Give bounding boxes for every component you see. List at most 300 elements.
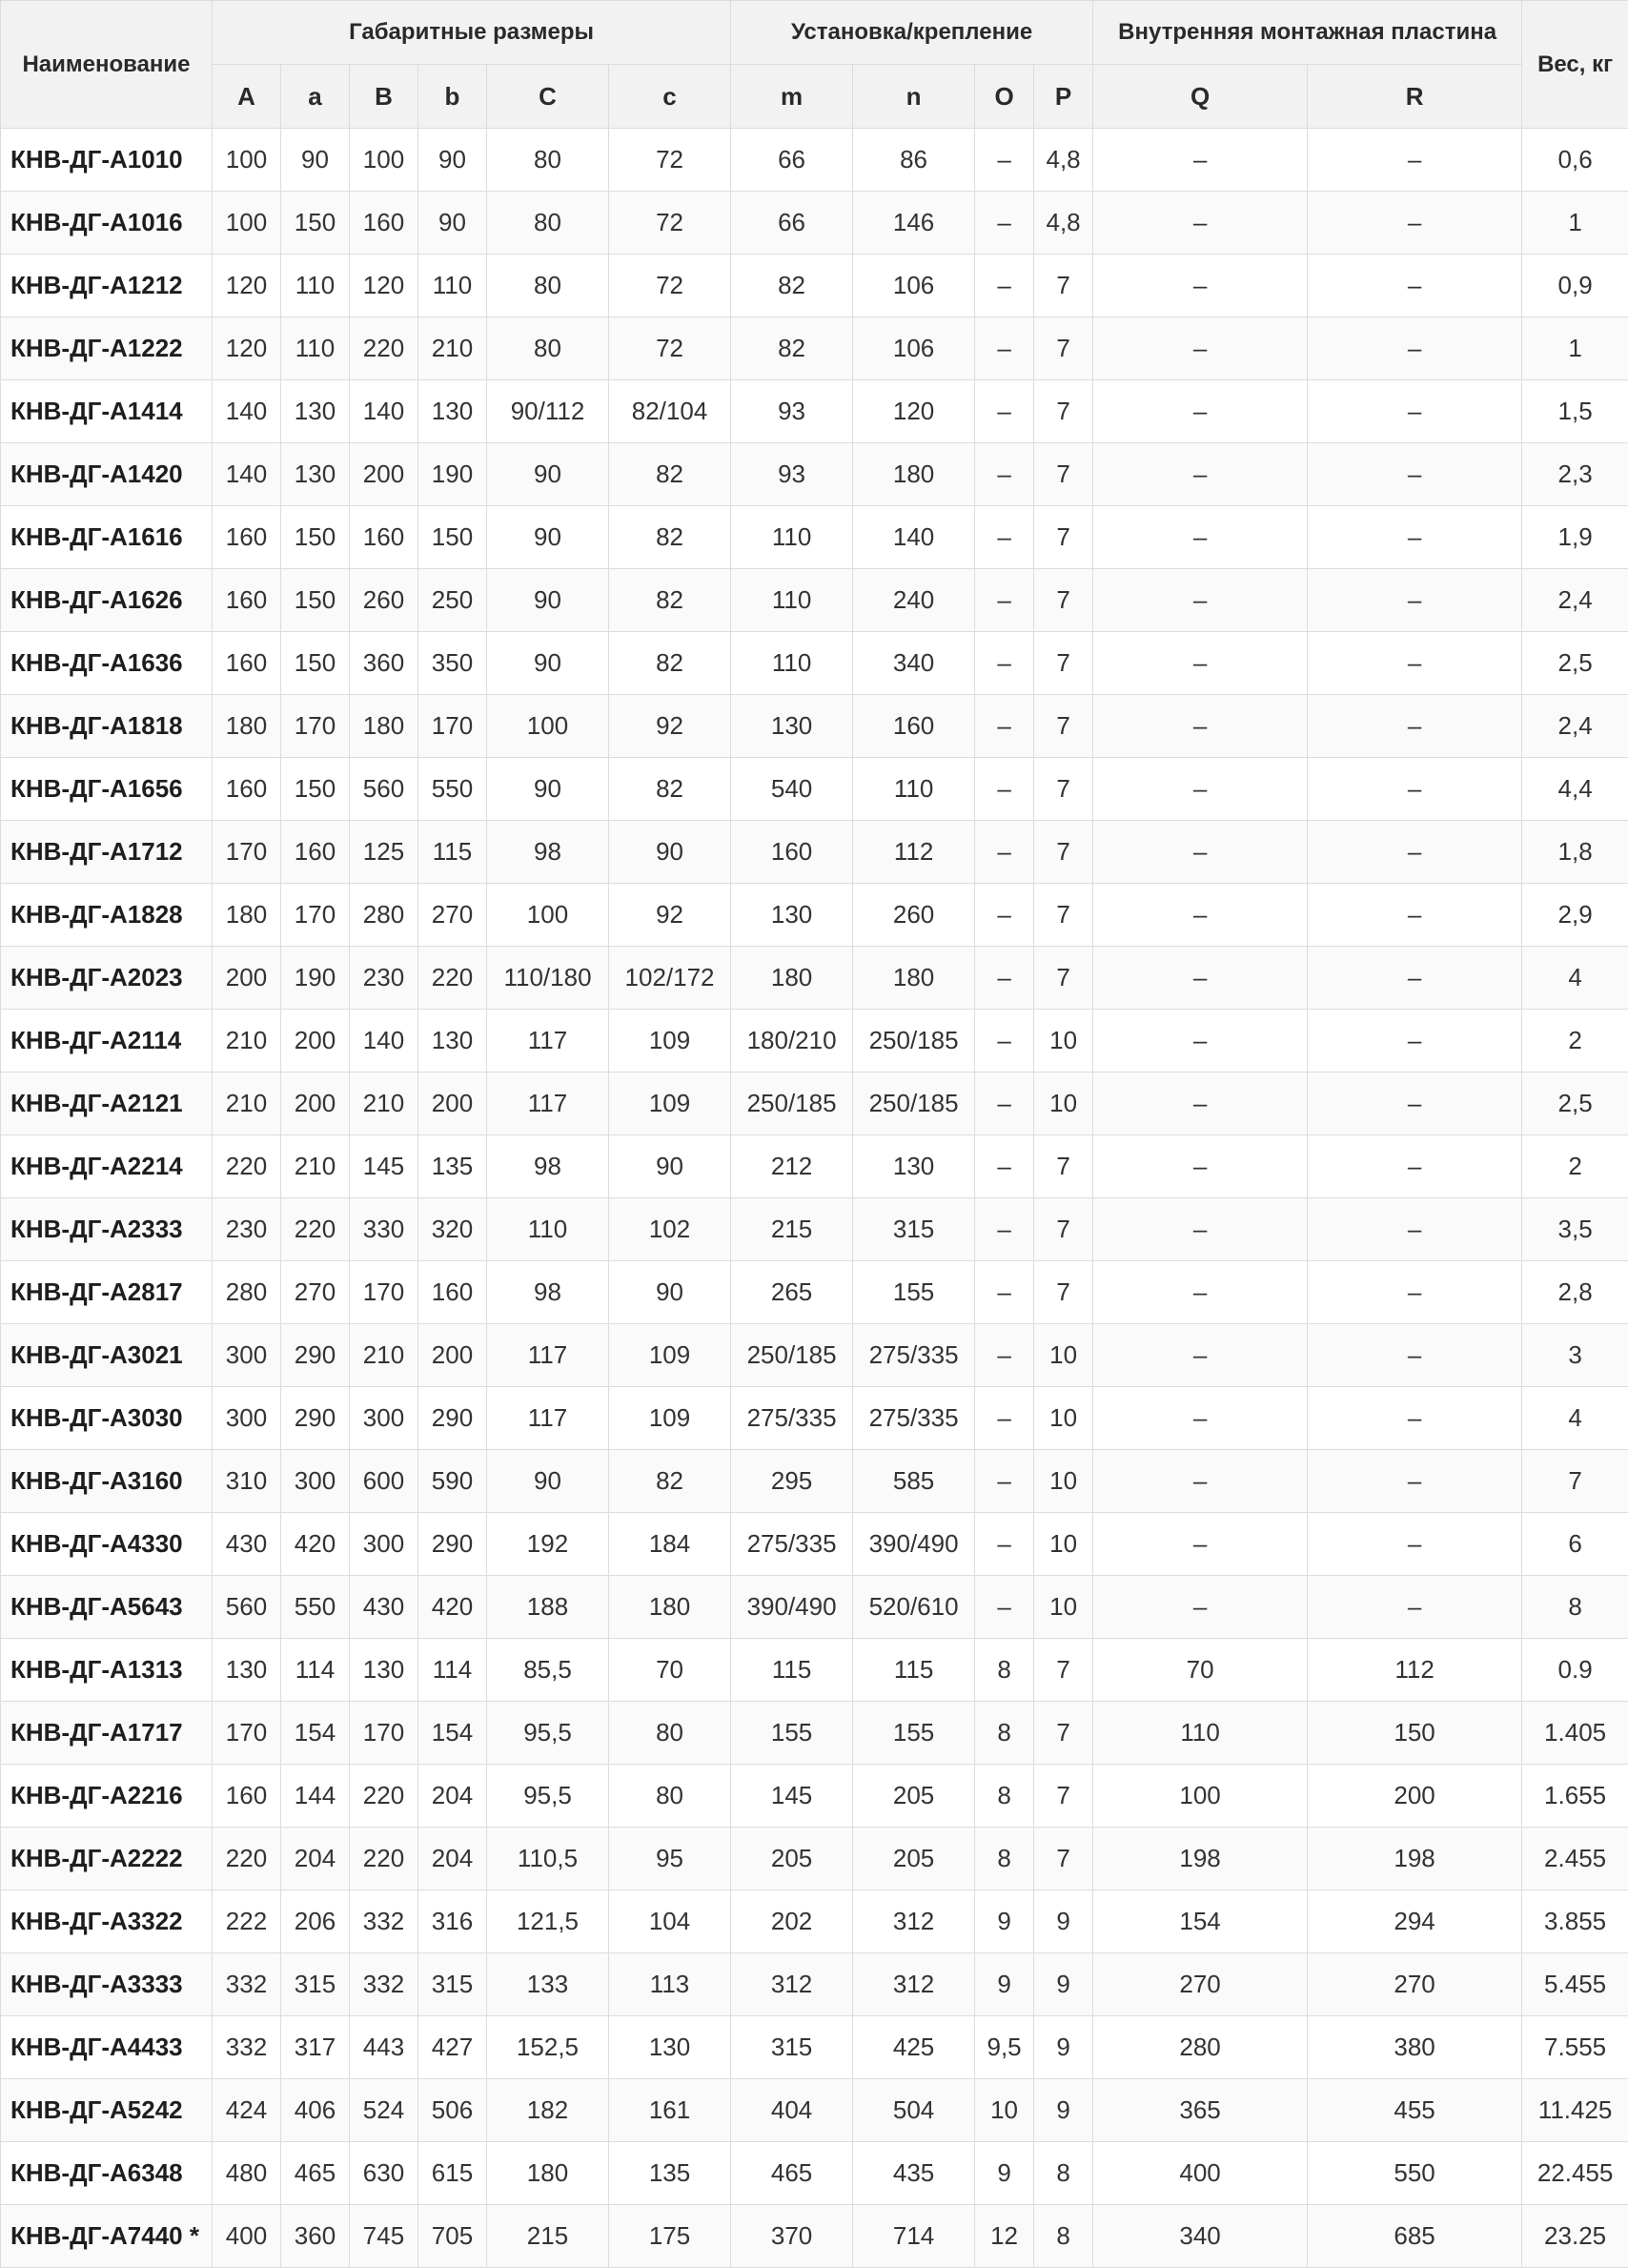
table-cell: – <box>1093 1010 1308 1073</box>
table-cell: – <box>1093 443 1308 506</box>
table-cell: 280 <box>213 1261 281 1324</box>
table-cell: 82 <box>609 506 731 569</box>
table-cell: 2,8 <box>1522 1261 1628 1324</box>
table-cell: 9 <box>975 1890 1034 1953</box>
product-name-cell: КНВ-ДГ-А5242 <box>1 2079 213 2142</box>
table-cell: 7.555 <box>1522 2016 1628 2079</box>
table-cell: 480 <box>213 2142 281 2205</box>
table-cell: 160 <box>350 192 418 255</box>
table-cell: 170 <box>213 821 281 884</box>
table-cell: 270 <box>1093 1953 1308 2016</box>
table-cell: 180 <box>350 695 418 758</box>
table-cell: 9 <box>1034 2079 1093 2142</box>
table-cell: 23.25 <box>1522 2205 1628 2268</box>
table-cell: 506 <box>418 2079 487 2142</box>
table-cell: 120 <box>853 380 975 443</box>
table-cell: 130 <box>418 1010 487 1073</box>
table-cell: 600 <box>350 1450 418 1513</box>
table-cell: 745 <box>350 2205 418 2268</box>
table-cell: 144 <box>281 1765 350 1828</box>
table-cell: 130 <box>853 1135 975 1198</box>
table-cell: 72 <box>609 255 731 317</box>
table-cell: – <box>1093 192 1308 255</box>
table-cell: 155 <box>731 1702 853 1765</box>
table-cell: 310 <box>213 1450 281 1513</box>
table-cell: 109 <box>609 1324 731 1387</box>
table-cell: 110 <box>281 317 350 380</box>
table-cell: 98 <box>487 1135 609 1198</box>
column-header: C <box>487 65 609 129</box>
table-cell: 150 <box>1308 1702 1522 1765</box>
table-cell: 150 <box>281 192 350 255</box>
table-cell: 400 <box>1093 2142 1308 2205</box>
table-cell: 270 <box>418 884 487 947</box>
table-cell: 198 <box>1093 1828 1308 1890</box>
table-cell: 150 <box>281 506 350 569</box>
table-cell: 180/210 <box>731 1010 853 1073</box>
table-cell: – <box>975 380 1034 443</box>
table-cell: 140 <box>350 380 418 443</box>
table-cell: 2,4 <box>1522 695 1628 758</box>
table-cell: 182 <box>487 2079 609 2142</box>
column-header: c <box>609 65 731 129</box>
table-cell: 270 <box>281 1261 350 1324</box>
table-cell: 82 <box>609 1450 731 1513</box>
table-cell: 133 <box>487 1953 609 2016</box>
table-cell: 332 <box>213 2016 281 2079</box>
table-cell: – <box>975 1576 1034 1639</box>
table-cell: 82 <box>609 632 731 695</box>
table-cell: 212 <box>731 1135 853 1198</box>
product-name-cell: КНВ-ДГ-А2817 <box>1 1261 213 1324</box>
table-cell: 210 <box>281 1135 350 1198</box>
table-cell: 80 <box>609 1702 731 1765</box>
table-cell: 100 <box>350 129 418 192</box>
table-cell: 120 <box>350 255 418 317</box>
table-cell: – <box>975 1073 1034 1135</box>
table-cell: 2,5 <box>1522 632 1628 695</box>
table-cell: – <box>975 947 1034 1010</box>
table-cell: 265 <box>731 1261 853 1324</box>
table-cell: 10 <box>1034 1073 1093 1135</box>
table-cell: 10 <box>1034 1576 1093 1639</box>
table-cell: 316 <box>418 1890 487 1953</box>
table-cell: 160 <box>853 695 975 758</box>
table-cell: 240 <box>853 569 975 632</box>
product-name-cell: КНВ-ДГ-А1616 <box>1 506 213 569</box>
product-name-cell: КНВ-ДГ-А1414 <box>1 380 213 443</box>
table-cell: 8 <box>1034 2142 1093 2205</box>
table-cell: 3.855 <box>1522 1890 1628 1953</box>
table-cell: 0,6 <box>1522 129 1628 192</box>
table-cell: 2,3 <box>1522 443 1628 506</box>
table-cell: 70 <box>609 1639 731 1702</box>
table-cell: 80 <box>487 317 609 380</box>
table-cell: 117 <box>487 1387 609 1450</box>
table-cell: 90 <box>418 192 487 255</box>
product-name-cell: КНВ-ДГ-А2023 <box>1 947 213 1010</box>
table-cell: 160 <box>213 1765 281 1828</box>
table-cell: 315 <box>853 1198 975 1261</box>
table-cell: 435 <box>853 2142 975 2205</box>
table-cell: 120 <box>213 317 281 380</box>
table-cell: – <box>1093 506 1308 569</box>
table-cell: 420 <box>281 1513 350 1576</box>
table-cell: 7 <box>1034 947 1093 1010</box>
table-cell: 685 <box>1308 2205 1522 2268</box>
table-cell: 110 <box>731 506 853 569</box>
table-cell: 275/335 <box>853 1387 975 1450</box>
table-cell: 8 <box>975 1828 1034 1890</box>
table-cell: 145 <box>350 1135 418 1198</box>
table-cell: – <box>1093 569 1308 632</box>
table-cell: 102 <box>609 1198 731 1261</box>
column-header: a <box>281 65 350 129</box>
product-name-cell: КНВ-ДГ-А2214 <box>1 1135 213 1198</box>
table-cell: 95,5 <box>487 1765 609 1828</box>
table-cell: – <box>1308 632 1522 695</box>
table-cell: 200 <box>281 1010 350 1073</box>
table-cell: 215 <box>731 1198 853 1261</box>
table-row <box>1 1828 1628 1890</box>
table-cell: 9,5 <box>975 2016 1034 2079</box>
table-row <box>1 443 1628 506</box>
table-cell: 360 <box>281 2205 350 2268</box>
table-cell: 200 <box>281 1073 350 1135</box>
table-cell: 102/172 <box>609 947 731 1010</box>
table-cell: 204 <box>418 1765 487 1828</box>
table-cell: 110 <box>281 255 350 317</box>
table-cell: – <box>1093 695 1308 758</box>
table-cell: 365 <box>1093 2079 1308 2142</box>
table-cell: 430 <box>350 1576 418 1639</box>
table-cell: 95,5 <box>487 1702 609 1765</box>
table-cell: 300 <box>213 1387 281 1450</box>
header-dimensions: Габаритные размеры <box>213 1 731 65</box>
table-cell: 90 <box>281 129 350 192</box>
table-cell: 300 <box>213 1324 281 1387</box>
table-cell: 404 <box>731 2079 853 2142</box>
table-cell: 152,5 <box>487 2016 609 2079</box>
table-cell: 524 <box>350 2079 418 2142</box>
table-row <box>1 758 1628 821</box>
table-cell: – <box>975 1261 1034 1324</box>
table-cell: 98 <box>487 1261 609 1324</box>
table-cell: 160 <box>418 1261 487 1324</box>
table-cell: 8 <box>975 1639 1034 1702</box>
header-name: Наименование <box>1 1 213 129</box>
table-cell: 443 <box>350 2016 418 2079</box>
table-cell: – <box>975 1198 1034 1261</box>
product-name-cell: КНВ-ДГ-А4433 <box>1 2016 213 2079</box>
table-cell: 154 <box>1093 1890 1308 1953</box>
table-row <box>1 569 1628 632</box>
table-cell: 220 <box>213 1828 281 1890</box>
table-cell: 2,5 <box>1522 1073 1628 1135</box>
table-cell: 7 <box>1034 569 1093 632</box>
table-cell: 360 <box>350 632 418 695</box>
table-cell: 370 <box>731 2205 853 2268</box>
table-cell: 90 <box>487 569 609 632</box>
table-cell: 7 <box>1034 443 1093 506</box>
table-cell: 340 <box>1093 2205 1308 2268</box>
table-cell: – <box>1308 1576 1522 1639</box>
table-row <box>1 1450 1628 1513</box>
table-cell: – <box>975 192 1034 255</box>
table-cell: 170 <box>213 1702 281 1765</box>
table-cell: 180 <box>487 2142 609 2205</box>
table-cell: 220 <box>350 1828 418 1890</box>
table-cell: 465 <box>281 2142 350 2205</box>
table-cell: 3 <box>1522 1324 1628 1387</box>
table-cell: 90/112 <box>487 380 609 443</box>
table-cell: 130 <box>281 443 350 506</box>
table-cell: – <box>1308 758 1522 821</box>
table-cell: 115 <box>731 1639 853 1702</box>
table-cell: 110,5 <box>487 1828 609 1890</box>
table-cell: – <box>975 821 1034 884</box>
table-cell: 220 <box>213 1135 281 1198</box>
table-cell: 250 <box>418 569 487 632</box>
table-cell: – <box>975 1010 1034 1073</box>
table-cell: 7 <box>1034 1828 1093 1890</box>
table-row <box>1 1387 1628 1450</box>
product-name-cell: КНВ-ДГ-А2121 <box>1 1073 213 1135</box>
product-name-cell: КНВ-ДГ-А2333 <box>1 1198 213 1261</box>
table-cell: 145 <box>731 1765 853 1828</box>
table-cell: – <box>975 1324 1034 1387</box>
table-cell: 160 <box>281 821 350 884</box>
table-cell: – <box>1308 1513 1522 1576</box>
table-cell: 10 <box>1034 1450 1093 1513</box>
table-cell: – <box>1308 255 1522 317</box>
table-cell: – <box>975 569 1034 632</box>
table-cell: – <box>1093 947 1308 1010</box>
table-cell: 8 <box>1034 2205 1093 2268</box>
table-cell: 90 <box>609 1261 731 1324</box>
table-cell: 130 <box>731 695 853 758</box>
table-row <box>1 2079 1628 2142</box>
table-cell: 125 <box>350 821 418 884</box>
table-cell: – <box>1308 317 1522 380</box>
table-cell: – <box>975 1513 1034 1576</box>
table-cell: 160 <box>350 506 418 569</box>
table-cell: 425 <box>853 2016 975 2079</box>
table-cell: 130 <box>609 2016 731 2079</box>
table-cell: 100 <box>213 129 281 192</box>
table-cell: – <box>1093 1073 1308 1135</box>
product-name-cell: КНВ-ДГ-А5643 <box>1 1576 213 1639</box>
table-cell: 504 <box>853 2079 975 2142</box>
table-cell: – <box>975 255 1034 317</box>
table-cell: 22.455 <box>1522 2142 1628 2205</box>
table-cell: – <box>1308 1198 1522 1261</box>
table-cell: 121,5 <box>487 1890 609 1953</box>
table-cell: – <box>975 632 1034 695</box>
table-cell: 10 <box>975 2079 1034 2142</box>
product-name-cell: КНВ-ДГ-А7440 * <box>1 2205 213 2268</box>
table-cell: 109 <box>609 1010 731 1073</box>
table-cell: 72 <box>609 317 731 380</box>
table-cell: – <box>1308 443 1522 506</box>
table-cell: 110 <box>853 758 975 821</box>
table-cell: – <box>1308 1324 1522 1387</box>
table-cell: 406 <box>281 2079 350 2142</box>
table-cell: 160 <box>213 569 281 632</box>
product-name-cell: КНВ-ДГ-А3021 <box>1 1324 213 1387</box>
table-cell: 2 <box>1522 1135 1628 1198</box>
table-cell: 230 <box>213 1198 281 1261</box>
table-cell: 630 <box>350 2142 418 2205</box>
table-cell: 112 <box>1308 1639 1522 1702</box>
table-cell: – <box>1308 947 1522 1010</box>
table-cell: 86 <box>853 129 975 192</box>
table-cell: – <box>1308 1073 1522 1135</box>
table-cell: 82 <box>731 255 853 317</box>
table-cell: 4 <box>1522 947 1628 1010</box>
table-cell: 7 <box>1034 1639 1093 1702</box>
table-cell: 170 <box>350 1261 418 1324</box>
table-cell: 200 <box>1308 1765 1522 1828</box>
table-cell: 206 <box>281 1890 350 1953</box>
table-cell: 2,9 <box>1522 884 1628 947</box>
table-cell: 9 <box>975 1953 1034 2016</box>
product-name-cell: КНВ-ДГ-А3030 <box>1 1387 213 1450</box>
product-name-cell: КНВ-ДГ-А2222 <box>1 1828 213 1890</box>
table-cell: 1,8 <box>1522 821 1628 884</box>
table-cell: 7 <box>1034 632 1093 695</box>
table-cell: – <box>1308 1010 1522 1073</box>
table-cell: 140 <box>350 1010 418 1073</box>
table-cell: 154 <box>418 1702 487 1765</box>
table-cell: 312 <box>731 1953 853 2016</box>
table-cell: 7 <box>1034 1198 1093 1261</box>
column-header: n <box>853 65 975 129</box>
table-cell: – <box>1308 1387 1522 1450</box>
table-cell: – <box>1093 884 1308 947</box>
table-cell: 135 <box>418 1135 487 1198</box>
table-cell: 250/185 <box>731 1324 853 1387</box>
product-name-cell: КНВ-ДГ-А1212 <box>1 255 213 317</box>
table-cell: – <box>1093 1576 1308 1639</box>
table-cell: 190 <box>281 947 350 1010</box>
table-cell: 250/185 <box>731 1073 853 1135</box>
table-cell: 110 <box>731 569 853 632</box>
product-name-cell: КНВ-ДГ-А1010 <box>1 129 213 192</box>
table-cell: 560 <box>350 758 418 821</box>
table-cell: 180 <box>609 1576 731 1639</box>
table-cell: 590 <box>418 1450 487 1513</box>
table-cell: 220 <box>350 1765 418 1828</box>
table-row <box>1 1198 1628 1261</box>
table-cell: 294 <box>1308 1890 1522 1953</box>
table-cell: 465 <box>731 2142 853 2205</box>
table-cell: 560 <box>213 1576 281 1639</box>
table-cell: 66 <box>731 192 853 255</box>
table-cell: 117 <box>487 1073 609 1135</box>
table-cell: 290 <box>418 1387 487 1450</box>
table-cell: – <box>975 129 1034 192</box>
table-cell: – <box>1093 1198 1308 1261</box>
table-cell: 90 <box>487 443 609 506</box>
product-name-cell: КНВ-ДГ-А1717 <box>1 1702 213 1765</box>
table-cell: 80 <box>487 255 609 317</box>
table-cell: 0.9 <box>1522 1639 1628 1702</box>
table-cell: 550 <box>281 1576 350 1639</box>
table-cell: 180 <box>213 884 281 947</box>
table-cell: 82 <box>609 569 731 632</box>
table-row <box>1 695 1628 758</box>
table-cell: – <box>1308 1261 1522 1324</box>
table-cell: 98 <box>487 821 609 884</box>
table-cell: 72 <box>609 129 731 192</box>
table-cell: 275/335 <box>731 1387 853 1450</box>
table-row <box>1 1576 1628 1639</box>
table-cell: 154 <box>281 1702 350 1765</box>
table-cell: 8 <box>975 1702 1034 1765</box>
table-cell: – <box>975 1135 1034 1198</box>
table-cell: 110 <box>731 632 853 695</box>
product-name-cell: КНВ-ДГ-А1016 <box>1 192 213 255</box>
table-cell: 0,9 <box>1522 255 1628 317</box>
table-row <box>1 632 1628 695</box>
table-cell: 7 <box>1034 317 1093 380</box>
table-cell: 200 <box>213 947 281 1010</box>
table-cell: – <box>1308 695 1522 758</box>
table-cell: 275/335 <box>731 1513 853 1576</box>
table-cell: 8 <box>975 1765 1034 1828</box>
table-row <box>1 317 1628 380</box>
table-cell: 222 <box>213 1890 281 1953</box>
table-cell: – <box>1308 569 1522 632</box>
table-cell: – <box>975 317 1034 380</box>
table-cell: 92 <box>609 884 731 947</box>
table-cell: – <box>975 1387 1034 1450</box>
table-cell: 114 <box>418 1639 487 1702</box>
table-cell: 90 <box>487 1450 609 1513</box>
table-cell: 7 <box>1034 1765 1093 1828</box>
table-row <box>1 1135 1628 1198</box>
table-cell: 7 <box>1034 506 1093 569</box>
table-cell: 295 <box>731 1450 853 1513</box>
table-cell: 585 <box>853 1450 975 1513</box>
table-cell: 180 <box>853 947 975 1010</box>
product-name-cell: КНВ-ДГ-А1636 <box>1 632 213 695</box>
table-cell: 202 <box>731 1890 853 1953</box>
table-cell: 100 <box>213 192 281 255</box>
table-cell: 340 <box>853 632 975 695</box>
table-cell: 260 <box>853 884 975 947</box>
table-cell: 210 <box>418 317 487 380</box>
table-cell: 10 <box>1034 1513 1093 1576</box>
table-cell: 80 <box>609 1765 731 1828</box>
table-cell: 1,9 <box>1522 506 1628 569</box>
table-cell: – <box>1093 758 1308 821</box>
table-cell: 170 <box>281 695 350 758</box>
table-cell: 1,5 <box>1522 380 1628 443</box>
table-cell: 140 <box>213 380 281 443</box>
table-cell: 82 <box>731 317 853 380</box>
table-cell: 275/335 <box>853 1324 975 1387</box>
table-cell: 350 <box>418 632 487 695</box>
table-cell: 90 <box>487 632 609 695</box>
table-cell: 150 <box>418 506 487 569</box>
table-cell: 550 <box>418 758 487 821</box>
table-cell: 70 <box>1093 1639 1308 1702</box>
table-row <box>1 380 1628 443</box>
table-cell: 7 <box>1034 1135 1093 1198</box>
table-cell: 300 <box>350 1387 418 1450</box>
